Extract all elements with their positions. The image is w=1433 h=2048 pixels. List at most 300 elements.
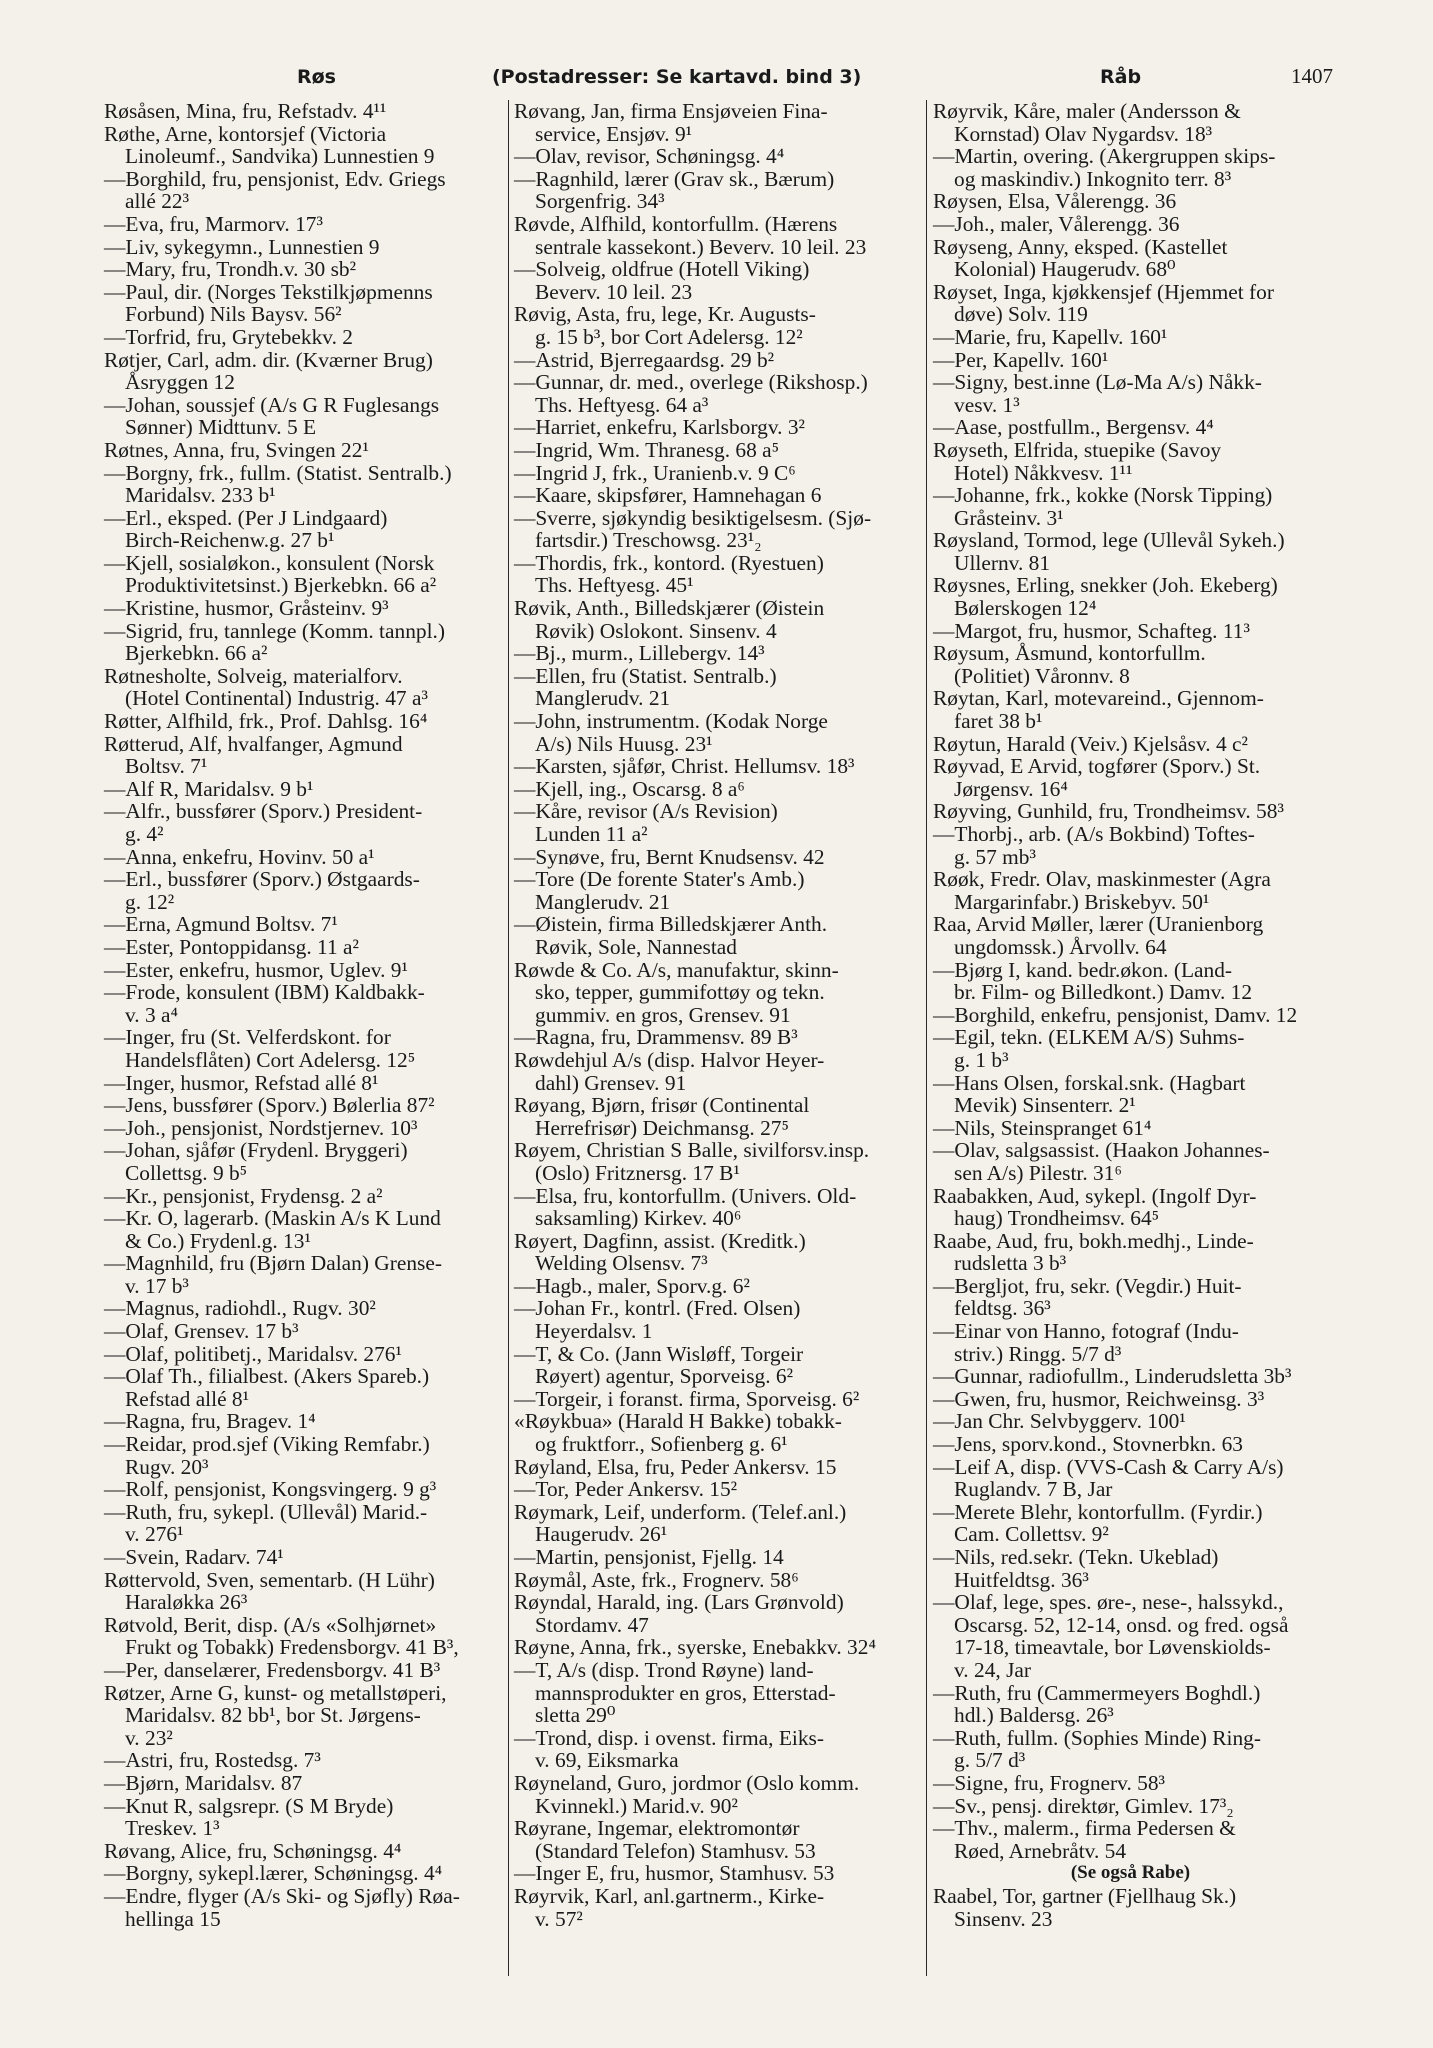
entry-line: Røyang, Bjørn, frisør (Continental (514, 1093, 810, 1118)
entry-continuation: Stordamv. 47 (535, 1612, 649, 1637)
column-divider (926, 100, 927, 1976)
directory-entry (933, 620, 1328, 643)
entry-continuation: sen A/s) Pilestr. 31⁶ (954, 1160, 1122, 1185)
directory-entry (514, 665, 924, 710)
entry-line: —Eva, fru, Marmorv. 17³ (104, 211, 323, 236)
entry-continuation: Røvik, Sole, Nannestad (535, 934, 737, 959)
entry-continuation: v. 69, Eiksmarka (535, 1748, 679, 1773)
entry-line: Røymål, Aste, frk., Frognerv. 58⁶ (514, 1567, 799, 1592)
entry-line: —Olav, revisor, Schøningsg. 4⁴ (514, 144, 785, 169)
entry-line: —Johanne, frk., kokke (Norsk Tipping) (933, 483, 1273, 508)
entry-continuation: sletta 29⁰ (535, 1703, 616, 1728)
directory-entry (104, 1840, 505, 1863)
entry-line: Røyset, Inga, kjøkkensjef (Hjemmet for (933, 279, 1274, 304)
entry-continuation: v. 3 a⁴ (125, 1002, 178, 1027)
entry-continuation: rudsletta 3 b³ (954, 1251, 1067, 1276)
directory-entry (104, 1072, 505, 1095)
entry-continuation: & Co.) Frydenl.g. 13¹ (125, 1228, 311, 1253)
directory-entry (104, 1094, 505, 1117)
entry-line: —John, instrumentm. (Kodak Norge (514, 709, 828, 734)
directory-entry (104, 1885, 505, 1930)
entry-line: —Signe, fru, Frognerv. 58³ (933, 1770, 1165, 1795)
entry-continuation: faret 38 b¹ (954, 709, 1043, 734)
entry-line: —Ellen, fru (Statist. Sentralb.) (514, 663, 777, 688)
entry-line: Raa, Arvid Møller, lærer (Uranienborg (933, 912, 1264, 937)
entry-line: —Alfr., bussfører (Sporv.) President- (104, 799, 423, 824)
entry-line: Røvik, Anth., Billedskjærer (Øistein (514, 596, 825, 621)
entry-continuation: Lunden 11 a² (535, 822, 648, 846)
entry-continuation: Røvik) Oslokont. Sinsenv. 4 (535, 618, 777, 643)
entry-line: —Astrid, Bjerregaardsg. 29 b² (514, 347, 775, 372)
entry-continuation: (Oslo) Fritznersg. 17 B¹ (535, 1160, 740, 1185)
entry-continuation: Forbund) Nils Baysv. 56² (125, 302, 342, 327)
entry-line: Røyland, Elsa, fru, Peder Ankersv. 15 (514, 1454, 837, 1479)
entry-line: —Bj., murm., Lillebergv. 14³ (514, 641, 765, 666)
entry-continuation: Ruglandv. 7 B, Jar (954, 1477, 1113, 1502)
directory-entry (933, 868, 1328, 913)
directory-entry (104, 236, 505, 259)
directory-entry (933, 687, 1328, 732)
directory-entry (104, 168, 505, 213)
entry-line: —Martin, overing. (Akergruppen skips- (933, 144, 1276, 169)
entry-continuation: Huitfeldtsg. 36³ (954, 1567, 1089, 1592)
directory-entry (514, 1139, 924, 1184)
entry-continuation: service, Ensjøv. 9¹ (535, 121, 693, 146)
entry-continuation: g. 12² (125, 889, 175, 914)
entry-continuation: fartsdir.) Treschowsg. 23¹₂ (535, 528, 762, 553)
directory-columns (100, 100, 1333, 1980)
entry-line: —Aase, postfullm., Bergensv. 4⁴ (933, 415, 1214, 440)
entry-line: Røytun, Harald (Veiv.) Kjelsåsv. 4 c² (933, 731, 1248, 756)
directory-entry (514, 1501, 924, 1546)
entry-continuation: døve) Solv. 119 (954, 302, 1088, 327)
directory-entry (514, 258, 924, 303)
directory-entry (933, 1433, 1328, 1456)
directory-entry (104, 1659, 505, 1682)
entry-line: —Ester, Pontoppidansg. 11 a² (104, 934, 359, 959)
directory-entry (514, 913, 924, 958)
entry-continuation: og fruktforr., Sofienberg g. 6¹ (535, 1432, 788, 1457)
entry-continuation: Boltsv. 7¹ (125, 754, 208, 779)
entry-line: Røtjer, Carl, adm. dir. (Kværner Brug) (104, 347, 433, 372)
entry-line: «Røykbua» (Harald H Bakke) tobakk- (514, 1409, 842, 1434)
entry-line: —Inger E, fru, husmor, Stamhusv. 53 (514, 1861, 835, 1886)
directory-entry (104, 1252, 505, 1297)
entry-line: —Liv, sykegymn., Lunnestien 9 (104, 234, 380, 259)
entry-line: Røysnes, Erling, snekker (Joh. Ekeberg) (933, 573, 1278, 598)
directory-entry (104, 394, 505, 439)
entry-continuation: Collettsg. 9 b⁵ (125, 1160, 248, 1185)
entry-continuation: hellinga 15 (125, 1906, 221, 1931)
entry-line: Røvang, Alice, fru, Schøningsg. 4⁴ (104, 1838, 402, 1863)
entry-line: —Sigrid, fru, tannlege (Komm. tannpl.) (104, 618, 445, 643)
entry-line: —Olaf, politibetj., Maridalsv. 276¹ (104, 1341, 402, 1366)
directory-entry (514, 778, 924, 801)
directory-entry (514, 439, 924, 462)
directory-entry (104, 981, 505, 1026)
directory-entry (104, 665, 505, 710)
directory-entry (514, 1343, 924, 1388)
entry-continuation: Rugv. 20³ (125, 1454, 209, 1479)
entry-continuation: Herrefrisør) Deichmansg. 27⁵ (535, 1115, 789, 1140)
directory-entry (104, 258, 505, 281)
directory-entry (514, 371, 924, 416)
entry-continuation: Ullernv. 81 (954, 550, 1051, 575)
entry-line: —Nils, Steinspranget 61⁴ (933, 1115, 1152, 1140)
entry-continuation: g. 1 b³ (954, 1047, 1009, 1072)
entry-continuation: Cam. Collettsv. 9² (954, 1522, 1109, 1547)
entry-continuation: Birch-Reichenw.g. 27 b¹ (125, 528, 335, 553)
directory-entry (104, 936, 505, 959)
entry-continuation: Ths. Heftyesg. 45¹ (535, 573, 694, 598)
entry-line: —Borghild, fru, pensjonist, Edv. Griegs (104, 166, 446, 191)
directory-entry (514, 1546, 924, 1569)
entry-line: —Jens, bussfører (Sporv.) Bølerlia 87² (104, 1093, 435, 1118)
entry-line: —Inger, husmor, Refstad allé 8¹ (104, 1070, 379, 1095)
entry-line: —Olav, salgsassist. (Haakon Johannes- (933, 1138, 1270, 1163)
entry-line: —Thv., malerm., firma Pedersen & (933, 1816, 1236, 1841)
directory-entry (514, 1297, 924, 1342)
entry-line: Røøk, Fredr. Olav, maskinmester (Agra (933, 867, 1271, 892)
entry-continuation: Manglerudv. 21 (535, 889, 671, 914)
entry-line: —Per, danselærer, Fredensborgv. 41 B³ (104, 1657, 441, 1682)
directory-entry (933, 1795, 1328, 1818)
directory-entry (514, 1230, 924, 1275)
entry-continuation: Refstad allé 8¹ (125, 1386, 250, 1411)
entry-line: —Paul, dir. (Norges Tekstilkjøpmenns (104, 279, 433, 304)
entry-line: Røyvad, E Arvid, togfører (Sporv.) St. (933, 754, 1261, 779)
entry-line: —Knut R, salgsrepr. (S M Bryde) (104, 1793, 394, 1818)
directory-entry (514, 1049, 924, 1094)
entry-continuation: Welding Olsensv. 7³ (535, 1251, 708, 1276)
entry-line: —Svein, Radarv. 74¹ (104, 1545, 284, 1569)
directory-entry (104, 1185, 505, 1208)
entry-continuation: Gråsteinv. 3¹ (954, 505, 1064, 530)
entry-line: —Johan, soussjef (A/s G R Fuglesangs (104, 392, 440, 417)
entry-line: Røysen, Elsa, Vålerengg. 36 (933, 189, 1177, 214)
directory-entry (104, 846, 505, 869)
directory-entry (933, 1862, 1328, 1885)
entry-line: —Øistein, firma Billedskjærer Anth. (514, 912, 828, 937)
column-divider (508, 100, 509, 1976)
entry-continuation: g. 5/7 d³ (954, 1748, 1026, 1773)
entry-line: —Jan Chr. Selvbyggerv. 100¹ (933, 1409, 1186, 1434)
directory-entry (514, 484, 924, 507)
entry-line: Røtnes, Anna, fru, Svingen 22¹ (104, 437, 369, 462)
directory-entry (933, 1591, 1328, 1681)
entry-line: —Frode, konsulent (IBM) Kaldbakk- (104, 980, 425, 1005)
directory-entry (933, 1772, 1328, 1795)
directory-entry (514, 462, 924, 485)
directory-entry (514, 1727, 924, 1772)
directory-entry (104, 1478, 505, 1501)
directory-entry (514, 710, 924, 755)
entry-continuation: Handelsflåten) Cort Adelersg. 12⁵ (125, 1047, 416, 1072)
entry-line: —Bergljot, fru, sekr. (Vegdir.) Huit- (933, 1273, 1242, 1298)
entry-continuation: 17-18, timeavtale, bor Løvenskiolds- (954, 1635, 1271, 1660)
entry-continuation: Kornstad) Olav Nygardsv. 18³ (954, 121, 1213, 146)
directory-entry (933, 1026, 1328, 1071)
entry-line: —Kr., pensjonist, Frydensg. 2 a² (104, 1183, 383, 1208)
directory-entry (933, 1682, 1328, 1727)
entry-continuation: Produktivitetsinst.) Bjerkebkn. 66 a² (125, 573, 437, 598)
entry-line: —Thordis, frk., kontord. (Ryestuen) (514, 550, 824, 575)
directory-entry (514, 597, 924, 642)
entry-line: Røyrvik, Karl, anl.gartnerm., Kirke- (514, 1883, 825, 1908)
entry-continuation: Margarinfabr.) Briskebyv. 50¹ (954, 889, 1210, 914)
entry-line: —Olaf Th., filialbest. (Akers Spareb.) (104, 1364, 430, 1389)
entry-line: —Solveig, oldfrue (Hotell Viking) (514, 257, 810, 282)
entry-continuation: Heyerdalsv. 1 (535, 1319, 653, 1344)
directory-entry (104, 1365, 505, 1410)
directory-entry (933, 326, 1328, 349)
entry-continuation: Kolonial) Haugerudv. 68⁰ (954, 257, 1176, 282)
entry-line: —Ragna, fru, Drammensv. 89 B³ (514, 1025, 798, 1050)
directory-entry (514, 642, 924, 665)
directory-entry (933, 733, 1328, 756)
entry-line: Røtzer, Arne G, kunst- og metallstøperi, (104, 1680, 447, 1705)
entry-line: Røvig, Asta, fru, lege, Kr. Augusts- (514, 302, 816, 327)
entry-line: Røtvold, Berit, disp. (A/s «Solhjørnet» (104, 1612, 437, 1637)
directory-entry (104, 733, 505, 778)
directory-entry (104, 620, 505, 665)
directory-entry (933, 823, 1328, 868)
entry-line: —Olaf, lege, spes. øre-, nese-, halssykd., (933, 1590, 1284, 1615)
entry-line: —Ruth, fru (Cammermeyers Boghdl.) (933, 1680, 1261, 1705)
directory-entry (933, 1230, 1328, 1275)
entry-continuation: Haugerudv. 26¹ (535, 1522, 668, 1547)
directory-entry (933, 642, 1328, 687)
directory-entry (104, 1117, 505, 1140)
directory-entry (933, 1004, 1328, 1027)
directory-entry (104, 1749, 505, 1772)
entry-continuation: v. 57² (535, 1906, 583, 1931)
entry-line: —Magnus, radiohdl., Rugv. 30² (104, 1296, 376, 1321)
entry-line: Røthe, Arne, kontorsjef (Victoria (104, 121, 387, 146)
entry-continuation: saksamling) Kirkev. 40⁶ (535, 1206, 742, 1231)
entry-line: Røyseng, Anny, eksped. (Kastellet (933, 234, 1228, 259)
directory-entry (104, 1501, 505, 1546)
entry-line: Røysland, Tormod, lege (Ullevål Sykeh.) (933, 528, 1285, 553)
entry-line: Røyem, Christian S Balle, sivilforsv.insp. (514, 1138, 870, 1163)
entry-continuation: hdl.) Baldersg. 26³ (954, 1703, 1114, 1728)
entry-line: —Bjørg I, kand. bedr.økon. (Land- (933, 957, 1233, 982)
directory-entry (933, 190, 1328, 213)
directory-entry (104, 1682, 505, 1750)
directory-entry (514, 755, 924, 778)
entry-line: —Karsten, sjåfør, Christ. Hellumsv. 18³ (514, 754, 855, 779)
entry-line: —Jens, sporv.kond., Stovnerbkn. 63 (933, 1432, 1243, 1457)
entry-continuation: Oscarsg. 52, 12-14, onsd. og fred. også (954, 1612, 1289, 1637)
entry-line: Røyndal, Harald, ing. (Lars Grønvold) (514, 1590, 844, 1615)
entry-continuation: feldtsg. 36³ (954, 1296, 1051, 1321)
directory-entry (514, 145, 924, 168)
directory-entry (104, 213, 505, 236)
directory-entry (104, 913, 505, 936)
entry-line: —Erna, Agmund Boltsv. 7¹ (104, 912, 338, 937)
directory-entry (104, 1410, 505, 1433)
entry-continuation: Mevik) Sinsenterr. 2¹ (954, 1093, 1136, 1118)
directory-entry (933, 1139, 1328, 1184)
directory-entry (514, 800, 924, 845)
entry-line: —Per, Kapellv. 160¹ (933, 347, 1109, 372)
entry-line: —Bjørn, Maridalsv. 87 (104, 1770, 303, 1795)
directory-entry (104, 1795, 505, 1840)
directory-entry (933, 1885, 1328, 1930)
entry-continuation: Jørgensv. 16⁴ (954, 776, 1068, 801)
directory-column-1 (100, 100, 510, 1980)
directory-entry (104, 1207, 505, 1252)
directory-entry (514, 868, 924, 913)
entry-line: Røyrvik, Kåre, maler (Andersson & (933, 100, 1241, 123)
entry-continuation: Sinsenv. 23 (954, 1906, 1053, 1931)
entry-line: Røyert, Dagfinn, assist. (Kreditk.) (514, 1228, 806, 1253)
directory-entry (104, 868, 505, 913)
directory-entry (933, 484, 1328, 529)
directory-entry (514, 1275, 924, 1298)
entry-line: —Magnhild, fru (Bjørn Dalan) Grense- (104, 1251, 442, 1276)
directory-entry (514, 213, 924, 258)
entry-continuation: sentrale kassekont.) Beverv. 10 leil. 23 (535, 234, 867, 259)
entry-line: —Kr. O, lagerarb. (Maskin A/s K Lund (104, 1206, 441, 1231)
entry-continuation: (Politiet) Våronnv. 8 (954, 663, 1130, 688)
entry-line: —Thorbj., arb. (A/s Bokbind) Toftes- (933, 822, 1255, 846)
directory-entry (104, 281, 505, 326)
entry-continuation: (Standard Telefon) Stamhusv. 53 (535, 1838, 816, 1863)
entry-line: —Mary, fru, Trondh.v. 30 sb² (104, 257, 357, 282)
directory-entry (933, 529, 1328, 574)
directory-entry (104, 100, 505, 123)
directory-entry (104, 1343, 505, 1366)
directory-entry (514, 1885, 924, 1930)
entry-line: —Sv., pensj. direktør, Gimlev. 17³₂ (933, 1793, 1234, 1818)
entry-line: Røtter, Alfhild, frk., Prof. Dahlsg. 16⁴ (104, 709, 428, 734)
directory-entry (933, 1072, 1328, 1117)
directory-entry (514, 846, 924, 869)
entry-continuation: A/s) Nils Huusg. 23¹ (535, 731, 713, 756)
header-right-keyword: Råb (1100, 66, 1142, 88)
entry-continuation: v. 276¹ (125, 1522, 184, 1547)
directory-entry (104, 597, 505, 620)
entry-line: —Ruth, fru, sykepl. (Ullevål) Marid.- (104, 1499, 428, 1524)
entry-line: Røsåsen, Mina, fru, Refstadv. 4¹¹ (104, 100, 387, 123)
directory-entry (933, 913, 1328, 958)
entry-line: —Joh., maler, Vålerengg. 36 (933, 211, 1180, 236)
directory-entry (514, 1456, 924, 1479)
entry-continuation: Beverv. 10 leil. 23 (535, 279, 693, 304)
entry-line: —Synøve, fru, Bernt Knudsensv. 42 (514, 844, 825, 869)
entry-line: —Endre, flyger (A/s Ski- og Sjøfly) Røa- (104, 1883, 460, 1908)
entry-continuation: sko, tepper, gummifottøy og tekn. (535, 980, 825, 1005)
entry-line: Røyne, Anna, frk., syerske, Enebakkv. 32⁴ (514, 1635, 876, 1660)
directory-entry (514, 1026, 924, 1049)
entry-line: —Erl., eksped. (Per J Lindgaard) (104, 505, 388, 530)
directory-entry (933, 1501, 1328, 1546)
entry-line: —Reidar, prod.sjef (Viking Remfabr.) (104, 1432, 430, 1457)
directory-entry (104, 439, 505, 462)
entry-line: —Tore (De forente Stater's Amb.) (514, 867, 805, 892)
entry-line: —Olaf, Grensev. 17 b³ (104, 1319, 299, 1344)
entry-line: —Kjell, sosialøkon., konsulent (Norsk (104, 550, 435, 575)
directory-entry (514, 100, 924, 145)
entry-line: —Erl., bussfører (Sporv.) Østgaards- (104, 867, 420, 892)
entry-line: —Gwen, fru, husmor, Reichweinsg. 3³ (933, 1386, 1265, 1411)
directory-entry (933, 100, 1328, 145)
entry-line: —T, & Co. (Jann Wisløff, Torgeir (514, 1341, 804, 1366)
directory-entry (104, 959, 505, 982)
entry-continuation: ungdomssk.) Årvollv. 64 (954, 934, 1167, 959)
entry-line: —Alf R, Maridalsv. 9 b¹ (104, 776, 314, 801)
entry-continuation: Manglerudv. 21 (535, 686, 671, 711)
directory-entry (933, 371, 1328, 416)
entry-line: Røyneland, Guro, jordmor (Oslo komm. (514, 1770, 860, 1795)
entry-continuation: Haraløkka 26³ (125, 1590, 248, 1615)
entry-line: —Borgny, frk., fullm. (Statist. Sentralb.) (104, 460, 452, 485)
entry-continuation: Maridalsv. 82 bb¹, bor St. Jørgens- (125, 1703, 421, 1728)
entry-line: (Se også Rabe) (1070, 1862, 1191, 1884)
header-center-note: (Postadresser: Se kartavd. bind 3) (492, 66, 862, 88)
directory-entry (104, 1614, 505, 1659)
entry-line: —Kaare, skipsfører, Hamnehagan 6 (514, 483, 822, 508)
entry-line: —Einar von Hanno, fotograf (Indu- (933, 1319, 1239, 1344)
directory-entry (104, 1026, 505, 1071)
entry-line: Røyving, Gunhild, fru, Trondheimsv. 58³ (933, 799, 1284, 824)
entry-line: —Tor, Peder Ankersv. 15² (514, 1477, 738, 1502)
entry-continuation: Røyert) agentur, Sporveisg. 6² (535, 1364, 794, 1389)
entry-line: —Rolf, pensjonist, Kongsvingerg. 9 g³ (104, 1477, 437, 1502)
entry-line: —Borghild, enkefru, pensjonist, Damv. 12 (933, 1002, 1298, 1027)
entry-line: —Nils, red.sekr. (Tekn. Ukeblad) (933, 1545, 1219, 1569)
entry-line: —Hagb., maler, Sporv.g. 6² (514, 1273, 750, 1298)
directory-entry (933, 213, 1328, 236)
entry-continuation: v. 24, Jar (954, 1657, 1032, 1682)
entry-line: —Ingrid, Wm. Thranesg. 68 a⁵ (514, 437, 780, 462)
directory-entry (104, 1139, 505, 1184)
entry-continuation: Sønner) Midttunv. 5 E (125, 415, 317, 440)
directory-entry (933, 1365, 1328, 1388)
entry-continuation: dahl) Grensev. 91 (535, 1070, 687, 1095)
entry-line: Røytan, Karl, motevareind., Gjennom- (933, 686, 1264, 711)
entry-line: Røwdehjul A/s (disp. Halvor Heyer- (514, 1047, 825, 1072)
entry-line: —Torgeir, i foranst. firma, Sporveisg. 6² (514, 1386, 860, 1411)
entry-continuation: v. 17 b³ (125, 1273, 189, 1298)
entry-continuation: g. 57 mb³ (954, 844, 1036, 869)
entry-line: Røttervold, Sven, sementarb. (H Lühr) (104, 1567, 435, 1592)
entry-line: —Ester, enkefru, husmor, Uglev. 9¹ (104, 957, 408, 982)
entry-continuation: striv.) Ringg. 5/7 d³ (954, 1341, 1122, 1366)
directory-entry (933, 349, 1328, 372)
entry-line: —T, A/s (disp. Trond Røyne) land- (514, 1657, 814, 1682)
entry-line: —Gunnar, dr. med., overlege (Rikshosp.) (514, 370, 868, 395)
directory-column-3 (929, 100, 1333, 1980)
entry-continuation: haug) Trondheimsv. 64⁵ (954, 1206, 1160, 1231)
directory-entry (933, 1275, 1328, 1320)
entry-line: Røvang, Jan, firma Ensjøveien Fina- (514, 100, 828, 123)
directory-entry (514, 1772, 924, 1817)
directory-entry (104, 123, 505, 168)
entry-line: Raabe, Aud, fru, bokh.medhj., Linde- (933, 1228, 1254, 1253)
entry-line: —Kjell, ing., Oscarsg. 8 a⁶ (514, 776, 745, 801)
entry-continuation: br. Film- og Billedkont.) Damv. 12 (954, 980, 1253, 1005)
entry-line: —Joh., pensjonist, Nordstjernev. 10³ (104, 1115, 418, 1140)
directory-entry (104, 552, 505, 597)
directory-entry (514, 1862, 924, 1885)
entry-continuation: g. 15 b³, bor Cort Adelersg. 12² (535, 324, 803, 349)
directory-entry (933, 574, 1328, 619)
directory-entry (514, 1817, 924, 1862)
entry-line: —Margot, fru, husmor, Schafteg. 11³ (933, 618, 1250, 643)
page-number: 1407 (1291, 64, 1333, 88)
